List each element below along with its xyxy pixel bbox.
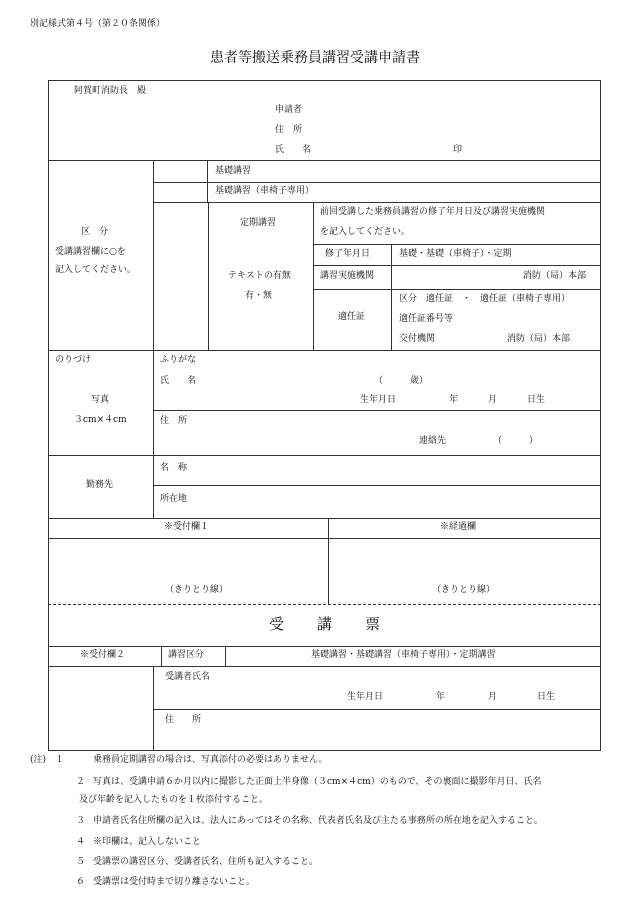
applicant-name-label: 氏 名 xyxy=(275,145,312,155)
contact-label: 連絡先 xyxy=(419,436,447,446)
applicant-label: 申請者 xyxy=(275,105,303,115)
text-availability-options: 有・無 xyxy=(245,291,273,301)
birthdate-label: 生年月日 xyxy=(360,395,397,405)
note-1-number: (注) １ xyxy=(30,755,65,765)
note-3-text: 申請者氏名住所欄の記入は、法人にあってはその名称、代表者氏名及び主たる事務所の所在地を記入すること。 xyxy=(93,816,543,826)
note-2-continuation: 及び年齢を記入したものを１枚添付すること。 xyxy=(79,795,269,805)
note-6-number: ６ xyxy=(76,877,86,887)
workplace-location-label: 所在地 xyxy=(160,494,188,504)
ticket-course-division-value: 基礎講習・基礎講習（車椅子専用）・定期講習 xyxy=(311,650,496,660)
periodic-note-1: 前回受講した乗務員講習の修了年月日及び講習実施機関 xyxy=(320,207,546,217)
course-basic-wheelchair: 基礎講習（車椅子専用） xyxy=(215,186,315,196)
note-1-text: 乗務員定期講習の場合は、写真添付の必要はありません。 xyxy=(93,755,328,765)
birth-month: 月 xyxy=(488,395,498,405)
course-basic: 基礎講習 xyxy=(215,166,252,176)
person-address-label: 住 所 xyxy=(160,416,188,426)
institution-value: 消防（局）本部 xyxy=(523,271,587,281)
certificate-number-label: 適任証番号等 xyxy=(399,314,454,324)
note-4-text: ※印欄は、記入しないこと xyxy=(93,837,202,847)
workplace-label: 勤務先 xyxy=(86,480,114,490)
ticket-birth-year: 年 xyxy=(436,692,446,702)
text-availability-label: テキストの有無 xyxy=(228,271,291,281)
ticket-birthdate-label: 生年月日 xyxy=(347,692,384,702)
form-number: 別記様式第４号（第２０条関係） xyxy=(30,19,166,29)
division-label: 区 分 xyxy=(81,227,109,237)
progress-label: ※経過欄 xyxy=(440,522,477,532)
ticket-address-label: 住 所 xyxy=(165,715,202,725)
division-note-2: 記入してください。 xyxy=(55,265,137,275)
reception-2-label: ※受付欄２ xyxy=(80,650,126,660)
note-5-number: ５ xyxy=(76,857,86,867)
cut-line-left: （きりとり線） xyxy=(165,585,229,595)
note-5-text: 受講票の講習区分、受講者氏名、住所も記入すること。 xyxy=(93,857,319,867)
photo-size: ３cm×４cm xyxy=(74,415,127,425)
ticket-birth-month: 月 xyxy=(488,692,498,702)
note-2-number: ２ xyxy=(76,777,86,787)
course-periodic: 定期講習 xyxy=(240,218,277,228)
person-name-label: 氏 名 xyxy=(160,376,197,386)
completion-date-value: 基礎・基礎（車椅子）・定期 xyxy=(399,249,512,259)
division-note-1: 受講講習欄に○を xyxy=(55,247,126,257)
note-4-number: ４ xyxy=(76,837,86,847)
birth-year: 年 xyxy=(449,395,459,405)
birth-day: 日生 xyxy=(527,395,546,405)
certificate-issuer-label: 交付機関 xyxy=(399,334,436,344)
addressee: 阿賀町消防長 殿 xyxy=(74,86,147,96)
note-6-text: 受講票は受付時まで切り離さないこと。 xyxy=(93,877,256,887)
certificate-issuer-value: 消防（局）本部 xyxy=(507,334,571,344)
periodic-note-2: を記入してください。 xyxy=(320,227,411,237)
cut-line-right: （きりとり線） xyxy=(432,585,496,595)
completion-date-label: 修了年月日 xyxy=(325,249,371,259)
page-title: 患者等搬送乗務員講習受講申請書 xyxy=(210,50,420,66)
institution-label: 講習実施機関 xyxy=(320,271,375,281)
glue-label: のりづけ xyxy=(55,355,92,365)
note-2-text: 写真は、受講申請６か月以内に撮影した正面上半身像（３cm×４cm）のもので、その裏面に撮影年月日、氏名 xyxy=(93,777,542,787)
certificate-division: 区分 適任証 ・ 適任証（車椅子専用） xyxy=(399,294,571,304)
ticket-title: 受 講 票 xyxy=(268,615,381,633)
applicant-address-label: 住 所 xyxy=(275,125,303,135)
seal-mark: 印 xyxy=(453,145,463,155)
ticket-birth-day: 日生 xyxy=(537,692,556,702)
contact-field: （ ） xyxy=(493,436,539,446)
photo-label: 写真 xyxy=(91,395,110,405)
ticket-name-label: 受講者氏名 xyxy=(165,672,211,682)
age-field: （ 歳） xyxy=(374,376,429,386)
workplace-name-label: 名 称 xyxy=(160,463,188,473)
certificate-label: 適任証 xyxy=(338,312,366,322)
ticket-course-division-label: 講習区分 xyxy=(168,650,205,660)
furigana-label: ふりがな xyxy=(160,355,197,365)
reception-1-label: ※受付欄１ xyxy=(164,522,210,532)
note-3-number: ３ xyxy=(76,816,86,826)
